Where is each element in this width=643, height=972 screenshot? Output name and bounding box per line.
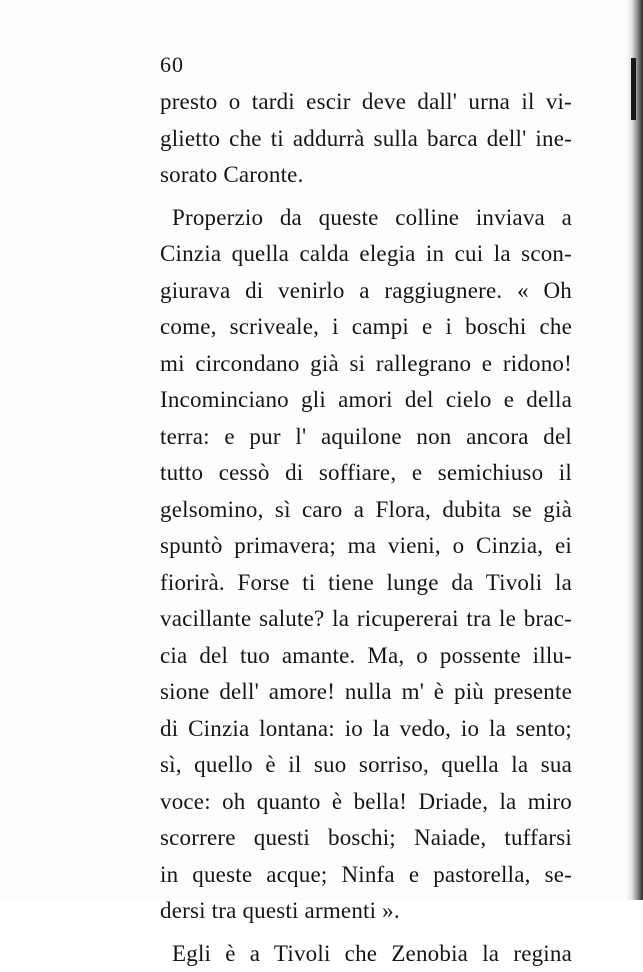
page-number: 60: [160, 52, 184, 78]
text-line: scorrere questi boschi; Naiade, tuffarsi: [160, 820, 572, 857]
text-line: spuntò primavera; ma vieni, o Cinzia, ei: [160, 528, 572, 565]
text-line: sì, quello è il suo sorriso, quella la sua: [160, 747, 572, 784]
page-edge-mark: [631, 58, 636, 120]
text-line: cia del tuo amante. Ma, o possente illu-: [160, 638, 572, 675]
body-text: [160, 84, 572, 972]
text-line: mi circondano già si rallegrano e ridono!: [160, 346, 572, 383]
text-line: fiorirà. Forse ti tiene lunge da Tivoli la: [160, 565, 572, 602]
text-line: gelsomino, sì caro a Flora, dubita se già: [160, 492, 572, 529]
text-line: vacillante salute? la ricupererai tra le brac-: [160, 601, 572, 638]
text-line: Egli è a Tivoli che Zenobia la regina: [160, 936, 572, 972]
text-line: voce: oh quanto è bella! Driade, la miro: [160, 784, 572, 821]
text-line: Properzio da queste colline inviava a: [160, 200, 572, 237]
text-line: giurava di venirlo a raggiugnere. « Oh: [160, 273, 572, 310]
paragraph-3: [160, 936, 572, 972]
text-line: Cinzia quella calda elegia in cui la scon-: [160, 236, 572, 273]
text-line: di Cinzia lontana: io la vedo, io la sento;: [160, 711, 572, 748]
text-line: glietto che ti addurrà sulla barca dell' ine-: [160, 121, 572, 158]
paragraph-1: [160, 84, 572, 194]
text-line: sione dell' amore! nulla m' è più presente: [160, 674, 572, 711]
text-line: dersi tra questi armenti ».: [160, 893, 572, 930]
page-edge-shadow: [625, 0, 643, 900]
text-line: in queste acque; Ninfa e pastorella, se-: [160, 857, 572, 894]
paragraph-2: [160, 200, 572, 930]
text-line: terra: e pur l' aquilone non ancora del: [160, 419, 572, 456]
text-line: tutto cessò di soffiare, e semichiuso il: [160, 455, 572, 492]
text-line: presto o tardi escir deve dall' urna il vi-: [160, 84, 572, 121]
text-line: sorato Caronte.: [160, 157, 572, 194]
text-line: come, scriveale, i campi e i boschi che: [160, 309, 572, 346]
text-line: Incominciano gli amori del cielo e della: [160, 382, 572, 419]
